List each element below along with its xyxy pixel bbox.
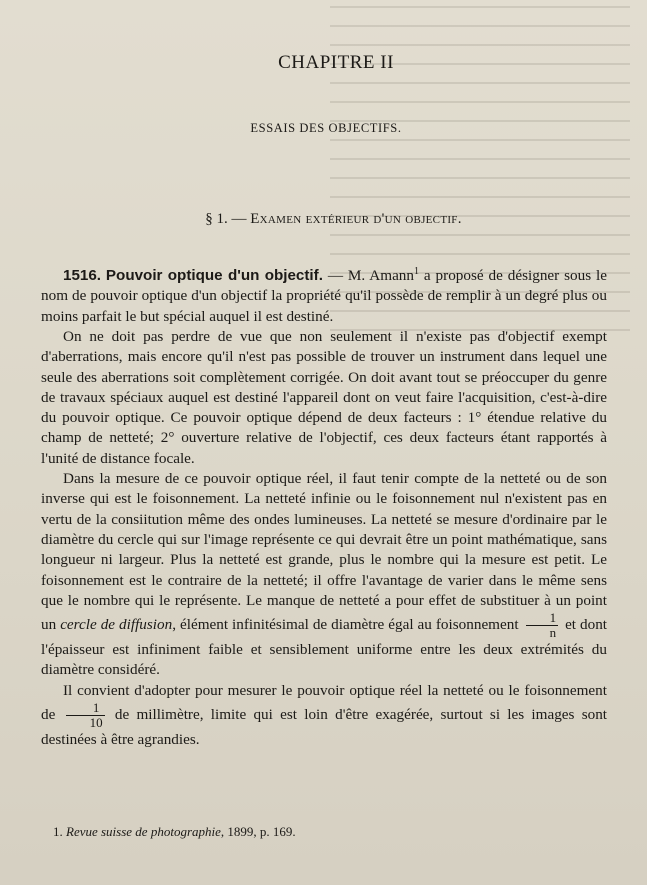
paragraph-text: de millimètre, limite qui est loin d'être exagérée, surtout si les images sont destinées à être agrandies.: [41, 705, 608, 748]
fraction-denominator: 10: [89, 715, 103, 730]
paragraph-number: 1516.: [63, 267, 102, 285]
italic-term: cercle de diffusion: [60, 616, 173, 634]
section-number: § 1. —: [205, 211, 251, 227]
fraction-numerator: 1: [526, 611, 559, 626]
paragraph-1516: [41, 262, 607, 327]
paragraph-2: On ne doit pas perdre de vue que non seulement il n'existe pas d'objectif exempt d'aberrations, mais encore qu'il n'est pas possible de trouver un instrument dans lequel une seule des aberrations soit complètement corrigée. On doit avant tout se préoccuper du genre de travaux spéciaux auquel est destiné l'appareil dont on veut faire l'acquisition, c'est-à-dire du pouvoir optique. Ce pouvoir optique dépend de deux facteurs : 1° étendue relative du champ de netteté; 2° ouverture relative de l'objectif, ces deux facteurs étant rapportés à l'unité de distance focale.: [41, 327, 607, 467]
chapter-subtitle: ESSAIS DES OBJECTIFS.: [250, 121, 402, 135]
paragraph-text: Il convient d'adopter pour mesurer le pouvoir optique réel la netteté ou le foisonnement de: [41, 681, 607, 723]
section-heading: [0, 211, 647, 228]
fraction: [66, 701, 105, 730]
paragraph-4: [41, 681, 607, 751]
fraction-numerator: 1: [66, 701, 105, 716]
footnote: [53, 824, 613, 840]
paragraph-3: [41, 469, 607, 681]
footnote-number: 1.: [53, 824, 63, 839]
footnote-reference: 1: [414, 266, 419, 277]
section-title: Examen extérieur d'un objectif.: [250, 211, 462, 227]
paragraph-text: , élément infinitésimal de diamètre égal au foisonnement: [172, 616, 519, 634]
fraction: [526, 611, 559, 640]
paragraph-heading: Pouvoir optique d'un objectif.: [105, 267, 323, 285]
paragraph-text: et dont l'épaisseur est infiniment faible et sensiblement uniforme entre les deux extrémités du diamètre considéré.: [41, 616, 608, 679]
chapter-title: CHAPITRE II: [278, 52, 394, 73]
body-text: [41, 262, 607, 750]
footnote-journal: Revue suisse de photographie: [66, 824, 221, 839]
paragraph-text: a proposé de désigner sous le nom de pouvoir optique d'un objectif la propriété qu'il possède de remplir à un degré plus ou moins parfait le but spécial auquel il est destiné.: [41, 267, 607, 325]
footnote-citation: , 1899, p. 169.: [220, 824, 296, 839]
fraction-denominator: n: [549, 625, 557, 641]
paragraph-text: — M. Amann: [322, 267, 414, 285]
paragraph-text: Dans la mesure de ce pouvoir optique réel, il faut tenir compte de la netteté ou de son inverse qui est le foisonnement. La netteté infinie ou le foisonnement nul n'existent pas en vertu de la consiitution même des ondes lumineuses. La netteté se mesure d'ordinaire par le diamètre du cercle qui sur l'image représente ce qui devrait être un point mathématique, sans longueur ni largeur. Plus la netteté est grande, plus le nombre qui la mesure est petit. Le foisonnement est le contraire de la netteté; il offre l'avantage de varier dans le même sens que le nombre qui le représente. Le manque de netteté a pour effet de substituer à un point un: [41, 470, 607, 634]
